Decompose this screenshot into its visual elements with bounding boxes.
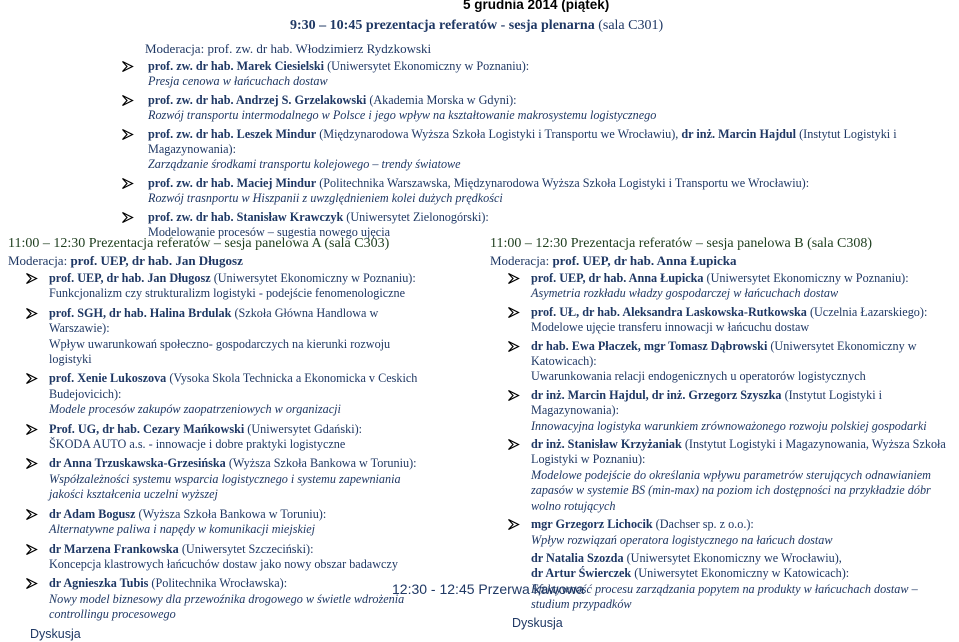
affiliation: (Uniwersytet Ekonomiczny w Poznaniu): [703,271,909,285]
paper-title: Rozwój trasnportu w Hiszpanii z uwzględnieniem kolei dużych prędkości [148,191,503,206]
affiliation: (Uczelnia Łazarskiego): [806,304,928,319]
author: prof. zw. dr hab. Andrzej S. Grzelakowski [148,92,367,107]
author: dr hab. Ewa Płaczek, mgr Tomasz Dąbrowski [531,338,768,353]
affiliation: (Uniwersytet Gdański): [244,421,363,436]
affiliation: (Uniwersytet Zielonogórski): [343,209,489,224]
list-item [25,306,428,368]
affiliation: (Akademia Morska w Gdyni): [366,92,517,107]
list-item [121,176,947,207]
plenary-time: 9:30 – 10:45 [290,18,363,33]
affiliation: (Politechnika Wrocławska): [148,576,288,591]
panel-room: (sala C308) [807,236,873,251]
list-item [507,437,950,514]
paper-title: Modelowe podejście do określania wpływu parametrów sterujących odnawianiem zapasów w systemie BS (min-max) na poziom ich dostępności na przykładzie dóbr wolno rotujących [531,467,931,513]
list-item [507,305,950,336]
arrow-bullet-icon [25,372,38,385]
arrow-bullet-icon [507,272,520,285]
arrow-bullet-icon [121,211,134,224]
affiliation: (Szkoła Główna Handlowa w Warszawie): [49,305,379,336]
author: dr inż. Marcin Hajdul, dr inż. Grzegorz Szyszka [531,387,782,402]
affiliation-2: (Instytut Logistyki i Magazynowania): [148,126,897,157]
paper-title: Nowy model biznesowy dla przewoźnika drogowego w świetle wdrożenia controllingu procesowego [49,591,405,622]
author: prof. Xenie Lukoszova [49,371,167,386]
author: prof. zw. dr hab. Leszek Mindur [148,126,317,141]
affiliation: (Uniwersytet Ekonomiczny w Poznaniu): [324,59,530,73]
affiliation: (Vysoka Skola Technicka a Ekonomicka v Ceskich Budejovicich): [49,371,418,401]
list-item [25,576,428,622]
author: prof. zw. dr hab. Stanisław Krawczyk [148,209,344,224]
author: dr Agnieszka Tubis [49,576,149,591]
paper-title: Modelowanie procesów – sugestia nowego ujęcia [148,225,390,240]
paper-title: Koncepcja klastrowych łańcuchów dostaw jako nowy obszar badawczy [49,556,398,571]
arrow-bullet-icon [121,128,134,141]
author: prof. zw. dr hab. Maciej Mindur [148,175,317,190]
arrow-bullet-icon [25,423,38,436]
moderator-name: prof. zw. dr hab. Włodzimierz Rydzkowski [207,41,432,56]
author: prof. zw. dr hab. Marek Ciesielski [148,59,325,73]
affiliation: (Wyższa Szkoła Bankowa w Toruniu): [135,506,327,521]
list-item [507,271,950,302]
affiliation: (Uniwersytet Ekonomiczny we Wrocławiu), [623,550,842,565]
author: mgr Grzegorz Lichocik [531,517,653,532]
arrow-bullet-icon [507,340,520,353]
author: prof. UEP, dr hab. Anna Łupicka [531,271,704,285]
arrow-bullet-icon [25,272,38,285]
discussion-label: Dyskusja [512,615,563,630]
plenary-heading [290,18,663,33]
affiliation: (Wyższa Szkoła Bankowa w Toruniu): [225,456,417,471]
affiliation: (Międzynarodowa Wyższa Szkoła Logistyki i Transportu we Wrocławiu), [316,126,682,141]
panel-b-heading [490,235,950,252]
plenary-room: (sala C301) [598,18,664,33]
arrow-bullet-icon [507,438,520,451]
paper-title: Modele procesów zakupów zaopatrzeniowych w organizacji [49,402,341,417]
paper-title: ŠKODA AUTO a.s. - innowacje i dobre praktyki logistyczne [49,437,346,452]
panel-title: Prezentacja referatów – sesja panelowa A [88,236,321,251]
affiliation: (Dachser sp. z o.o.): [652,517,754,532]
panel-b-moderation [490,253,950,268]
paper-title: Wpływ uwarunkowań społeczno- gospodarczych na kierunki rozwoju logistyki [49,336,391,367]
moderation-label: Moderacja: [490,253,550,268]
moderation-label: Moderacja: [8,253,68,268]
paper-title: Rozwój transportu intermodalnego w Polsce i jego wpływ na kształtowanie makrosystemu logistycznego [148,108,657,123]
arrow-bullet-icon [121,60,134,73]
panel-room: (sala C303) [324,236,390,251]
paper-title: Współzależności systemu wsparcia logistycznego i systemu zapewniania jakości kształcenia uczelni wyższej [49,471,401,502]
author: dr Marzena Frankowska [49,541,179,556]
paper-title: Presja cenowa w łańcuchach dostaw [148,74,328,89]
list-item [25,542,428,573]
paper-title: Uwarunkowania relacji endogenicznych u operatorów logistycznych [531,369,866,384]
list-item [507,388,950,434]
coffee-break: 12:30 - 12:45 Przerwa kawowa [392,581,585,597]
paper-title: Funkcjonalizm czy strukturalizm logistyki - podejście fenomenologiczne [49,286,406,301]
panel-b-list [507,271,950,613]
panel-time: 11:00 – 12:30 [8,236,86,251]
arrow-bullet-icon [121,177,134,190]
moderation-label: Moderacja: [145,41,205,56]
panel-b [490,235,950,631]
affiliation: (Instytut Logistyki i Magazynowania): [531,387,883,418]
paper-title: Asymetria rozkładu władzy gospodarczej w łańcuchach dostaw [531,286,839,301]
author: Prof. UG, dr hab. Cezary Mańkowski [49,421,245,436]
author-2: dr inż. Marcin Hajdul [681,126,797,141]
author: dr Natalia Szozda [531,550,624,565]
arrow-bullet-icon [507,306,520,319]
list-item [25,422,428,453]
affiliation: (Uniwersytet Ekonomiczny w Poznaniu): [210,271,416,285]
author: prof. SGH, dr hab. Halina Brdulak [49,305,232,320]
panel-time: 11:00 – 12:30 [490,236,568,251]
paper-title: Efektywność procesu zarządzania popytem na produkty w łańcuchach dostaw – studium przypadków [531,581,918,612]
author: dr inż. Stanisław Krzyżaniak [531,437,682,452]
panel-title: Prezentacja referatów – sesja panelowa B [570,236,804,251]
arrow-bullet-icon [507,518,520,531]
list-item [25,456,428,502]
panel-a [8,235,428,642]
arrow-bullet-icon [507,389,520,402]
plenary-moderation [145,41,431,56]
arrow-bullet-icon [25,577,38,590]
affiliation: (Uniwersytet Szczeciński): [178,541,314,556]
arrow-bullet-icon [25,307,38,320]
affiliation: (Uniwersytet Ekonomiczny w Katowicach): [531,338,917,369]
author: dr Adam Bogusz [49,506,136,521]
paper-title: Modelowe ujęcie transferu innowacji w łańcuchu dostaw [531,320,810,335]
affiliation-2: (Uniwersytet Ekonomiczny w Katowicach): [631,566,850,581]
list-item [121,127,947,173]
plenary-title: prezentacja referatów - sesja plenarna [365,18,595,33]
plenary-list [121,59,947,243]
author: prof. UEP, dr hab. Jan Długosz [49,271,211,285]
moderator-name: prof. UEP, dr hab. Anna Łupicka [552,253,737,268]
list-item [25,507,428,538]
author: dr Anna Trzuskawska-Grzesińska [49,456,226,471]
author-2: dr Artur Świerczek [531,566,632,581]
panel-a-list [25,271,428,623]
arrow-bullet-icon [25,508,38,521]
affiliation: (Instytut Logistyki i Magazynowania, Wyższa Szkoła Logistyki w Poznaniu): [531,437,946,467]
author: prof. UŁ, dr hab. Aleksandra Laskowska-Rutkowska [531,304,807,319]
discussion-label: Dyskusja [30,626,81,641]
panel-a-moderation [8,253,428,268]
list-item [25,371,428,417]
paper-title: Wpływ rozwiązań operatora logistycznego na łańcuch dostaw [531,532,833,547]
arrow-bullet-icon [121,94,134,107]
paper-title: Alternatywne paliwa i napędy w komunikacji miejskiej [49,522,316,537]
list-item [121,59,947,90]
list-item [121,93,947,124]
list-item [25,271,428,302]
date-heading: 5 grudnia 2014 (piątek) [463,0,610,12]
list-item [507,517,950,548]
arrow-bullet-icon [25,543,38,556]
arrow-bullet-icon [25,457,38,470]
list-item [507,339,950,385]
moderator-name: prof. UEP, dr hab. Jan Długosz [70,253,243,268]
panel-a-heading [8,235,428,252]
paper-title: Zarządzanie środkami transportu kolejowego – trendy światowe [148,157,461,172]
affiliation: (Politechnika Warszawska, Międzynarodowa Wyższa Szkoła Logistyki i Transportu we Wrocławiu): [316,175,810,190]
paper-title: Innowacyjna logistyka warunkiem zrównoważonego rozwoju polskiej gospodarki [531,418,927,433]
